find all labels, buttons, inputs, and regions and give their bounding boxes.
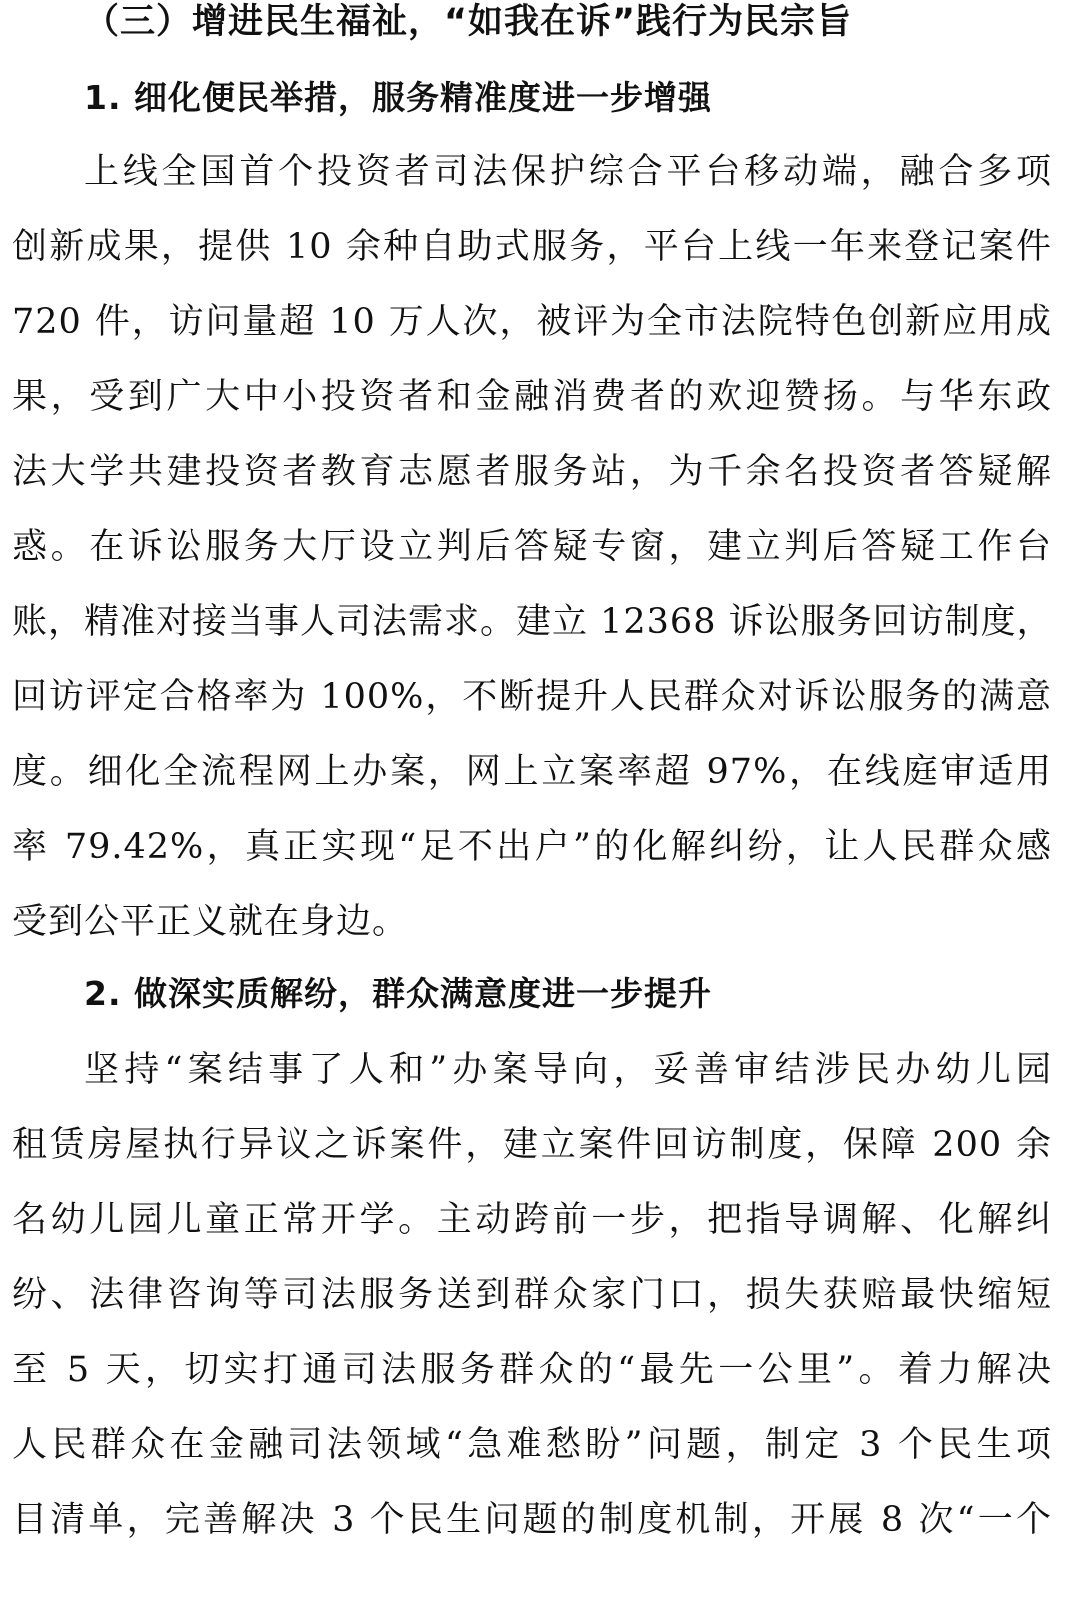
paragraph-1-line: 回访评定合格率为 100%，不断提升人民群众对诉讼服务的满意 [12,677,1052,717]
paragraph-1-line: 创新成果，提供 10 余种自助式服务，平台上线一年来登记案件 [12,227,1052,267]
paragraph-1-line: 度。细化全流程网上办案，网上立案率超 97%，在线庭审适用 [12,752,1052,792]
paragraph-2-line: 租赁房屋执行异议之诉案件，建立案件回访制度，保障 200 余 [12,1125,1052,1165]
subsection-2-heading: 2. 做深实质解纷，群众满意度进一步提升 [84,974,712,1013]
paragraph-1-line: 率 79.42%，真正实现“足不出户”的化解纠纷，让人民群众感 [12,827,1052,867]
paragraph-1-line: 受到公平正义就在身边。 [12,902,409,942]
paragraph-2-line: 名幼儿园儿童正常开学。主动跨前一步，把指导调解、化解纠 [12,1200,1052,1240]
paragraph-2-line: 坚持“案结事了人和”办案导向，妥善审结涉民办幼儿园 [84,1050,1052,1090]
paragraph-1-line: 上线全国首个投资者司法保护综合平台移动端，融合多项 [84,152,1052,192]
paragraph-1-line: 果，受到广大中小投资者和金融消费者的欢迎赞扬。与华东政 [12,377,1052,417]
section-heading: （三）增进民生福祉，“如我在诉”践行为民宗旨 [84,2,853,42]
paragraph-2-line: 纷、法律咨询等司法服务送到群众家门口，损失获赔最快缩短 [12,1275,1052,1315]
paragraph-2-line: 人民群众在金融司法领域“急难愁盼”问题，制定 3 个民生项 [12,1425,1052,1465]
subsection-1-heading: 1. 细化便民举措，服务精准度进一步增强 [84,78,712,117]
paragraph-1-line: 720 件，访问量超 10 万人次，被评为全市法院特色创新应用成 [12,302,1052,342]
paragraph-2-line: 目清单，完善解决 3 个民生问题的制度机制，开展 8 次“一个 [12,1500,1052,1540]
paragraph-1-line: 账，精准对接当事人司法需求。建立 12368 诉讼服务回访制度， [12,602,1053,642]
paragraph-1-line: 惑。在诉讼服务大厅设立判后答疑专窗，建立判后答疑工作台 [12,527,1052,567]
paragraph-1-line: 法大学共建投资者教育志愿者服务站，为千余名投资者答疑解 [12,452,1052,492]
paragraph-2-line: 至 5 天，切实打通司法服务群众的“最先一公里”。着力解决 [12,1350,1052,1390]
